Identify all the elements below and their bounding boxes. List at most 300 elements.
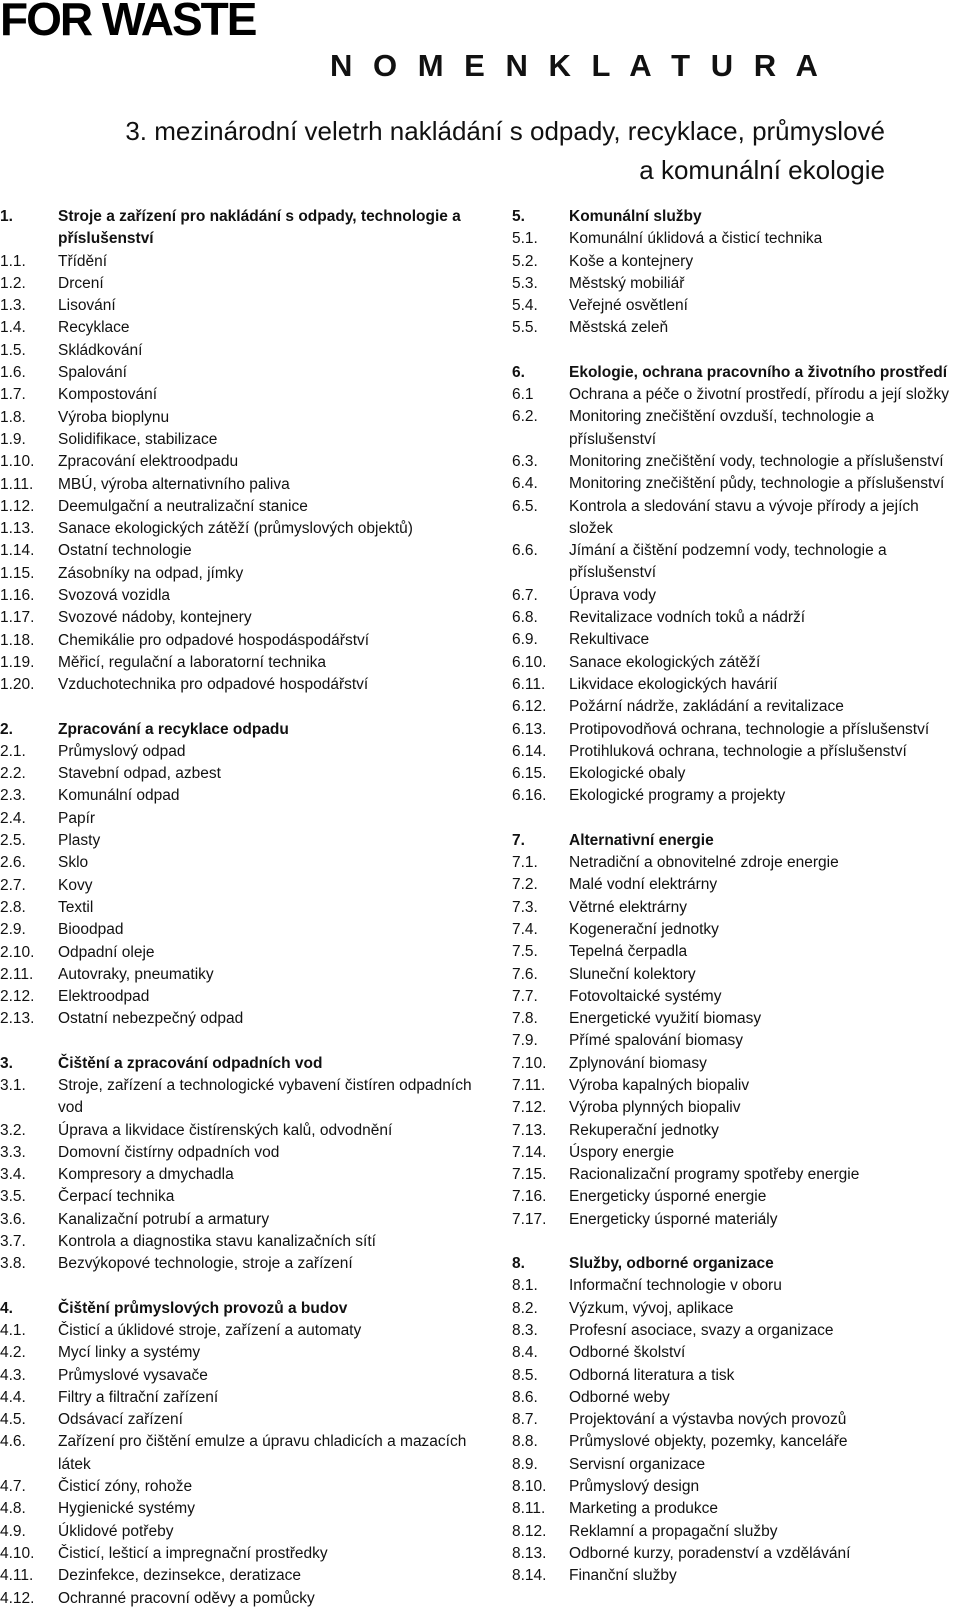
list-item xyxy=(0,1320,490,1342)
item-number: 2.7. xyxy=(0,876,26,894)
item-number: 4.10. xyxy=(0,1544,35,1562)
item-label: Ochranné pracovní oděvy a pomůcky xyxy=(58,1589,315,1607)
item-number: 1.12. xyxy=(0,497,35,515)
item-label: Odborné kurzy, poradenství a vzdělávání xyxy=(569,1544,851,1562)
left-column xyxy=(0,206,490,1610)
item-label: Energeticky úsporné materiály xyxy=(569,1210,778,1228)
item-label: Rekultivace xyxy=(569,631,650,649)
item-number: 1.4. xyxy=(0,319,26,337)
list-item xyxy=(0,964,490,986)
item-number: 7.6. xyxy=(512,965,538,983)
item-number: 7.13. xyxy=(512,1121,547,1139)
item-number: 6.4. xyxy=(512,475,538,493)
item-number: 3.8. xyxy=(0,1255,26,1273)
item-label: Měřicí, regulační a laboratorní technika xyxy=(58,653,326,671)
item-number: 2.10. xyxy=(0,943,35,961)
item-label: Recyklace xyxy=(58,319,130,337)
section-heading xyxy=(0,206,490,251)
list-item xyxy=(512,1454,960,1476)
item-label: Reklamní a propagační služby xyxy=(569,1522,778,1540)
list-item xyxy=(0,1008,490,1030)
item-label: Třídění xyxy=(58,252,108,270)
list-item xyxy=(512,1008,960,1030)
item-label: Racionalizační programy spotřeby energie xyxy=(569,1166,860,1184)
item-label: Sklo xyxy=(58,854,89,872)
item-number: 3.2. xyxy=(0,1121,26,1139)
item-number: 8.9. xyxy=(512,1455,538,1473)
list-item xyxy=(0,630,490,652)
item-label: Bezvýkopové technologie, stroje a zařízení xyxy=(58,1255,353,1273)
list-item xyxy=(512,473,960,495)
item-label: Monitoring znečištění půdy, technologie a příslušenství xyxy=(569,475,945,493)
section-title: Zpracování a recyklace odpadu xyxy=(58,720,289,738)
item-number: 7.17. xyxy=(512,1210,547,1228)
list-item xyxy=(0,942,490,964)
list-item xyxy=(512,629,960,651)
item-number: 3.4. xyxy=(0,1166,26,1184)
list-item xyxy=(0,340,490,362)
section-number: 3. xyxy=(0,1054,13,1072)
item-label: Servisní organizace xyxy=(569,1455,706,1473)
list-item xyxy=(512,1543,960,1565)
item-label: Čerpací technika xyxy=(58,1188,175,1206)
list-item xyxy=(0,852,490,874)
item-label: Malé vodní elektrárny xyxy=(569,876,718,894)
list-item xyxy=(0,1075,490,1120)
item-label: Protipovodňová ochrana, technologie a příslušenství xyxy=(569,720,930,738)
list-item xyxy=(0,496,490,518)
list-item xyxy=(0,362,490,384)
item-label: Monitoring znečištění vody, technologie a příslušenství xyxy=(569,452,944,470)
item-number: 4.4. xyxy=(0,1388,26,1406)
list-item xyxy=(0,1342,490,1364)
item-number: 6.11. xyxy=(512,675,546,693)
list-item xyxy=(512,986,960,1008)
item-label: Drcení xyxy=(58,274,104,292)
item-label: Ochrana a péče o životní prostředí, přírodu a její složky xyxy=(569,386,949,404)
section-heading xyxy=(512,206,960,228)
item-number: 8.10. xyxy=(512,1478,547,1496)
section-number: 4. xyxy=(0,1299,13,1317)
section-title: Čištění průmyslových provozů a budov xyxy=(58,1299,348,1317)
list-item xyxy=(512,719,960,741)
item-number: 8.1. xyxy=(512,1277,538,1295)
list-item xyxy=(0,273,490,295)
item-label: Úprava vody xyxy=(569,586,657,604)
list-item xyxy=(512,607,960,629)
item-number: 2.4. xyxy=(0,809,26,827)
list-item xyxy=(0,1588,490,1610)
item-label: Průmyslový design xyxy=(569,1478,700,1496)
item-label: Průmyslový odpad xyxy=(58,742,186,760)
list-item xyxy=(512,1521,960,1543)
item-number: 2.11. xyxy=(0,965,34,983)
list-item xyxy=(0,897,490,919)
item-label: Kompostování xyxy=(58,386,158,404)
list-item xyxy=(512,919,960,941)
item-number: 5.3. xyxy=(512,274,538,292)
list-item xyxy=(0,518,490,540)
list-item xyxy=(0,919,490,941)
item-number: 5.4. xyxy=(512,297,538,315)
item-number: 7.4. xyxy=(512,920,538,938)
list-item xyxy=(512,406,960,451)
list-item xyxy=(512,1053,960,1075)
list-item xyxy=(512,496,960,541)
list-item xyxy=(512,1498,960,1520)
list-item xyxy=(0,607,490,629)
item-label: Bioodpad xyxy=(58,921,124,939)
item-label: Kanalizační potrubí a armatury xyxy=(58,1210,270,1228)
item-number: 5.2. xyxy=(512,252,538,270)
list-item xyxy=(512,874,960,896)
section-number: 6. xyxy=(512,363,525,381)
item-number: 2.2. xyxy=(0,765,26,783)
item-number: 3.6. xyxy=(0,1210,26,1228)
list-item xyxy=(512,964,960,986)
item-label: Čisticí zóny, rohože xyxy=(58,1478,193,1496)
list-item xyxy=(0,1543,490,1565)
subtitle-line: a komunální ekologie xyxy=(639,155,885,185)
list-item xyxy=(0,1498,490,1520)
item-label: Ostatní technologie xyxy=(58,542,192,560)
list-item xyxy=(0,429,490,451)
item-number: 8.3. xyxy=(512,1321,538,1339)
list-item xyxy=(0,1476,490,1498)
item-label: Marketing a produkce xyxy=(569,1500,719,1518)
list-item xyxy=(512,1387,960,1409)
section-heading xyxy=(0,1053,490,1075)
item-number: 4.2. xyxy=(0,1344,26,1362)
item-number: 5.1. xyxy=(512,230,538,248)
list-item xyxy=(512,785,960,807)
item-number: 1.13. xyxy=(0,520,35,538)
item-label: Revitalizace vodních toků a nádrží xyxy=(569,609,806,627)
item-number: 2.1. xyxy=(0,742,26,760)
list-item xyxy=(512,1431,960,1453)
section-heading xyxy=(512,830,960,852)
item-number: 6.8. xyxy=(512,609,538,627)
item-label: Dezinfekce, dezinsekce, deratizace xyxy=(58,1567,301,1585)
item-label: Svozové nádoby, kontejnery xyxy=(58,609,252,627)
item-label: Monitoring znečištění ovzduší, technologie a příslušenství xyxy=(569,408,875,448)
item-number: 7.5. xyxy=(512,943,538,961)
page-heading: N O M E N K L A T U R A xyxy=(330,48,824,83)
list-item xyxy=(0,407,490,429)
list-item xyxy=(512,1142,960,1164)
list-item xyxy=(0,251,490,273)
item-label: Finanční služby xyxy=(569,1567,677,1585)
item-label: Fotovoltaické systémy xyxy=(569,987,722,1005)
item-number: 6.9. xyxy=(512,631,538,649)
item-number: 7.11. xyxy=(512,1076,546,1094)
list-item xyxy=(512,273,960,295)
item-label: Chemikálie pro odpadové hospodáspodářství xyxy=(58,631,370,649)
item-number: 1.18. xyxy=(0,631,35,649)
item-label: Likvidace ekologických havárií xyxy=(569,675,778,693)
item-number: 6.16. xyxy=(512,787,547,805)
section-title: Služby, odborné organizace xyxy=(569,1255,774,1273)
item-label: Solidifikace, stabilizace xyxy=(58,430,218,448)
section-number: 7. xyxy=(512,831,525,849)
list-item xyxy=(0,875,490,897)
list-item xyxy=(512,451,960,473)
item-label: Stroje, zařízení a technologické vybavení čistíren odpadních vod xyxy=(58,1076,472,1117)
item-number: 8.8. xyxy=(512,1433,538,1451)
item-label: Úklidové potřeby xyxy=(58,1522,174,1540)
item-label: Ostatní nebezpečný odpad xyxy=(58,1010,244,1028)
item-label: Požární nádrže, zakládání a revitalizace xyxy=(569,698,844,716)
list-item xyxy=(512,741,960,763)
item-number: 7.10. xyxy=(512,1054,547,1072)
list-item xyxy=(0,1521,490,1543)
list-item xyxy=(0,1186,490,1208)
item-label: Tepelná čerpadla xyxy=(569,943,688,961)
section-title: Alternativní energie xyxy=(569,831,714,849)
item-number: 4.9. xyxy=(0,1522,26,1540)
item-label: Odsávací zařízení xyxy=(58,1411,183,1429)
item-number: 6.13. xyxy=(512,720,547,738)
list-item xyxy=(512,384,960,406)
list-item xyxy=(0,585,490,607)
item-label: Výroba kapalných biopaliv xyxy=(569,1076,750,1094)
item-number: 7.14. xyxy=(512,1143,547,1161)
item-number: 8.2. xyxy=(512,1299,538,1317)
list-item xyxy=(512,652,960,674)
item-label: Ekologické programy a projekty xyxy=(569,787,786,805)
item-label: Kompresory a dmychadla xyxy=(58,1166,234,1184)
list-item xyxy=(0,1565,490,1587)
subtitle-line: 3. mezinárodní veletrh nakládání s odpady, recyklace, průmyslové xyxy=(125,116,885,146)
item-number: 6.6. xyxy=(512,542,538,560)
nomenclature-section xyxy=(512,206,960,340)
list-item xyxy=(512,1565,960,1587)
list-item xyxy=(0,674,490,696)
nomenclature-section xyxy=(0,1298,490,1610)
item-number: 2.12. xyxy=(0,988,35,1006)
item-label: Rekuperační jednotky xyxy=(569,1121,719,1139)
list-item xyxy=(512,317,960,339)
nomenclature-section xyxy=(0,1053,490,1276)
item-label: Zařízení pro čištění emulze a úpravu chladicích a mazacích látek xyxy=(58,1433,467,1473)
list-item xyxy=(0,563,490,585)
list-item xyxy=(0,808,490,830)
section-title: Čištění a zpracování odpadních vod xyxy=(58,1054,323,1072)
list-item xyxy=(512,763,960,785)
item-number: 7.2. xyxy=(512,876,538,894)
item-label: Projektování a výstavba nových provozů xyxy=(569,1411,847,1429)
list-item xyxy=(0,295,490,317)
item-label: Úspory energie xyxy=(569,1143,675,1161)
list-item xyxy=(0,1209,490,1231)
item-number: 3.1. xyxy=(0,1076,26,1094)
item-number: 2.13. xyxy=(0,1010,35,1028)
item-label: Komunální odpad xyxy=(58,787,180,805)
list-item xyxy=(512,1342,960,1364)
list-item xyxy=(0,1253,490,1275)
item-number: 6.7. xyxy=(512,586,538,604)
item-label: MBÚ, výroba alternativního paliva xyxy=(58,475,290,493)
item-label: Svozová vozidla xyxy=(58,587,171,605)
item-number: 7.3. xyxy=(512,898,538,916)
page-subtitle xyxy=(0,112,885,190)
item-label: Sluneční kolektory xyxy=(569,965,696,983)
item-number: 2.8. xyxy=(0,898,26,916)
nomenclature-section xyxy=(512,1253,960,1587)
item-number: 4.11. xyxy=(0,1567,34,1585)
item-label: Lisování xyxy=(58,297,116,315)
item-number: 7.15. xyxy=(512,1166,547,1184)
item-number: 1.6. xyxy=(0,364,26,382)
item-number: 1.3. xyxy=(0,297,26,315)
list-item xyxy=(512,897,960,919)
item-label: Skládkování xyxy=(58,341,143,359)
item-number: 1.20. xyxy=(0,676,35,694)
item-label: Energeticky úsporné energie xyxy=(569,1188,767,1206)
item-label: Ekologické obaly xyxy=(569,765,686,783)
section-number: 5. xyxy=(512,208,525,225)
item-label: Kovy xyxy=(58,876,93,894)
item-label: Výzkum, vývoj, aplikace xyxy=(569,1299,734,1317)
section-title: Stroje a zařízení pro nakládání s odpady, technologie a příslušenství xyxy=(58,208,461,248)
list-item xyxy=(512,1164,960,1186)
list-item xyxy=(512,1097,960,1119)
item-label: Domovní čistírny odpadních vod xyxy=(58,1143,280,1161)
item-label: Elektroodpad xyxy=(58,988,150,1006)
item-number: 1.10. xyxy=(0,453,35,471)
nomenclature-section xyxy=(512,830,960,1231)
list-item xyxy=(512,540,960,585)
item-label: Zásobníky na odpad, jímky xyxy=(58,564,244,582)
item-label: Autovraky, pneumatiky xyxy=(58,965,214,983)
list-item xyxy=(512,1186,960,1208)
list-item xyxy=(512,1030,960,1052)
item-label: Odpadní oleje xyxy=(58,943,155,961)
nomenclature-section xyxy=(512,362,960,808)
section-heading xyxy=(512,1253,960,1275)
section-number: 8. xyxy=(512,1255,525,1273)
list-item xyxy=(0,1387,490,1409)
item-label: Sanace ekologických zátěží xyxy=(569,653,761,671)
list-item xyxy=(0,830,490,852)
item-label: Protihluková ochrana, technologie a příslušenství xyxy=(569,742,907,760)
list-item xyxy=(512,228,960,250)
list-item xyxy=(0,384,490,406)
item-label: Kogenerační jednotky xyxy=(569,920,719,938)
list-item xyxy=(512,1320,960,1342)
item-label: Koše a kontejnery xyxy=(569,252,694,270)
item-label: Netradiční a obnovitelné zdroje energie xyxy=(569,854,839,872)
item-number: 2.6. xyxy=(0,854,26,872)
item-label: Spalování xyxy=(58,364,127,382)
list-item xyxy=(0,317,490,339)
list-item xyxy=(0,785,490,807)
list-item xyxy=(0,1431,490,1476)
item-number: 3.7. xyxy=(0,1233,26,1251)
section-heading xyxy=(512,362,960,384)
list-item xyxy=(512,1409,960,1431)
list-item xyxy=(512,1120,960,1142)
item-number: 7.12. xyxy=(512,1099,547,1117)
item-label: Odborné školství xyxy=(569,1344,686,1362)
item-number: 6.10. xyxy=(512,653,547,671)
list-item xyxy=(0,540,490,562)
list-item xyxy=(0,763,490,785)
item-number: 2.5. xyxy=(0,832,26,850)
item-label: Kontrola a diagnostika stavu kanalizačních sítí xyxy=(58,1233,376,1251)
item-number: 1.1. xyxy=(0,252,26,270)
list-item xyxy=(512,251,960,273)
list-item xyxy=(0,986,490,1008)
item-number: 2.9. xyxy=(0,921,26,939)
item-number: 8.5. xyxy=(512,1366,538,1384)
item-label: Papír xyxy=(58,809,96,827)
item-number: 6.1 xyxy=(512,386,534,404)
item-label: Profesní asociace, svazy a organizace xyxy=(569,1321,834,1339)
item-number: 6.12. xyxy=(512,698,547,716)
item-label: Městská zeleň xyxy=(569,319,669,337)
item-number: 1.15. xyxy=(0,564,35,582)
item-label: Textil xyxy=(58,898,94,916)
item-number: 1.16. xyxy=(0,587,35,605)
item-number: 1.9. xyxy=(0,430,26,448)
item-label: Průmyslové vysavače xyxy=(58,1366,208,1384)
brand-title: FOR WASTE xyxy=(0,0,256,45)
list-item xyxy=(0,1120,490,1142)
list-item xyxy=(0,474,490,496)
item-label: Výroba bioplynu xyxy=(58,408,170,426)
list-item xyxy=(512,1075,960,1097)
item-label: Odborné weby xyxy=(569,1388,670,1406)
list-item xyxy=(512,674,960,696)
list-item xyxy=(0,1409,490,1431)
list-item xyxy=(512,1365,960,1387)
item-number: 1.7. xyxy=(0,386,26,404)
list-item xyxy=(512,295,960,317)
item-number: 6.15. xyxy=(512,765,547,783)
item-label: Filtry a filtrační zařízení xyxy=(58,1388,219,1406)
item-label: Průmyslové objekty, pozemky, kanceláře xyxy=(569,1433,848,1451)
item-label: Stavební odpad, azbest xyxy=(58,765,221,783)
item-label: Energetické využití biomasy xyxy=(569,1010,762,1028)
item-number: 1.14. xyxy=(0,542,35,560)
item-number: 1.8. xyxy=(0,408,26,426)
section-heading xyxy=(0,719,490,741)
item-label: Veřejné osvětlení xyxy=(569,297,688,315)
item-number: 1.5. xyxy=(0,341,26,359)
list-item xyxy=(512,1275,960,1297)
list-item xyxy=(512,1209,960,1231)
item-label: Větrné elektrárny xyxy=(569,898,688,916)
item-number: 2.3. xyxy=(0,787,26,805)
item-label: Sanace ekologických zátěží (průmyslových objektů) xyxy=(58,520,413,538)
item-number: 6.3. xyxy=(512,452,538,470)
list-item xyxy=(0,1365,490,1387)
item-number: 4.7. xyxy=(0,1478,26,1496)
item-number: 4.5. xyxy=(0,1411,26,1429)
item-number: 6.14. xyxy=(512,742,547,760)
item-number: 8.14. xyxy=(512,1567,547,1585)
item-number: 5.5. xyxy=(512,319,538,337)
item-number: 8.6. xyxy=(512,1388,538,1406)
section-number: 2. xyxy=(0,720,13,738)
nomenclature-section xyxy=(0,206,490,697)
list-item xyxy=(0,451,490,473)
list-item xyxy=(0,1231,490,1253)
item-number: 8.7. xyxy=(512,1411,538,1429)
item-number: 1.17. xyxy=(0,609,35,627)
item-number: 1.2. xyxy=(0,274,26,292)
